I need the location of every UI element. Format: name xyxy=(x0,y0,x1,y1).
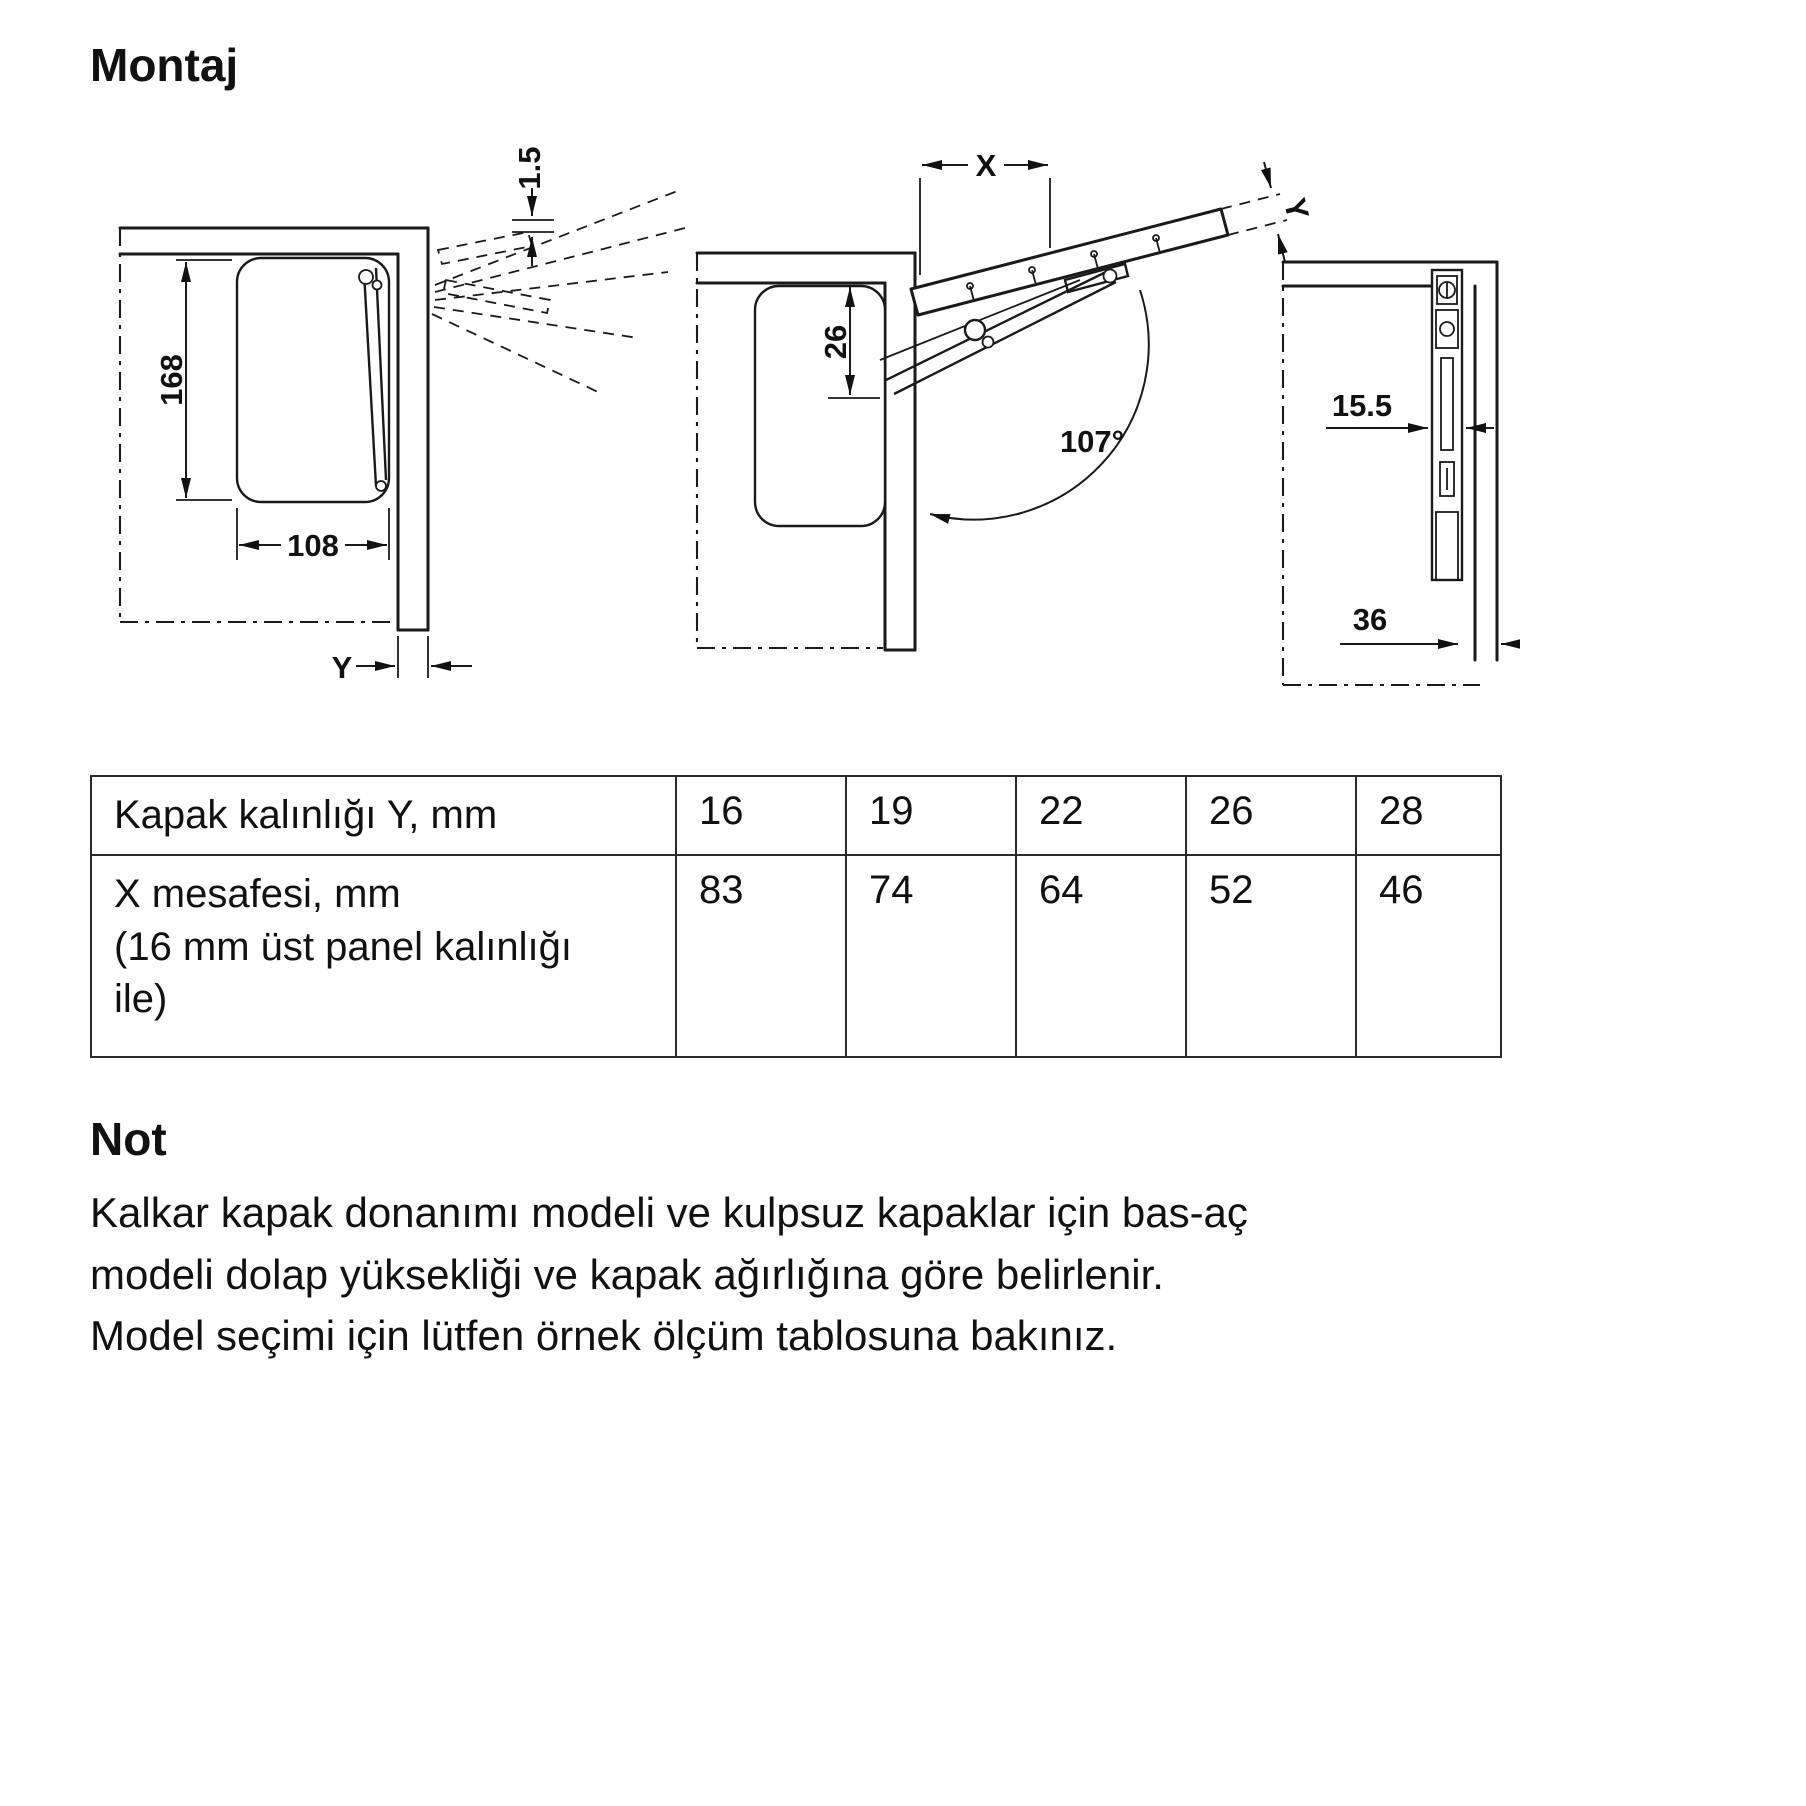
value-cell: 22 xyxy=(1016,776,1186,855)
front-view-diagram xyxy=(1283,262,1518,685)
value-cell: 83 xyxy=(676,855,846,1057)
spec-table xyxy=(90,775,1502,1058)
row-label: Kapak kalınlığı Y, mm xyxy=(114,793,498,837)
table-row xyxy=(91,776,1501,855)
table-row xyxy=(91,855,1501,1057)
value-cell: 19 xyxy=(846,776,1016,855)
open-view-diagram xyxy=(697,148,1316,650)
value-cell: 74 xyxy=(846,855,1016,1057)
dim-height-label: 168 xyxy=(154,354,189,406)
dim-offset-label: 26 xyxy=(818,324,853,360)
dim-reveal-label: Y xyxy=(331,650,353,685)
technical-diagram xyxy=(80,130,1520,730)
dim-thickness-label: Y xyxy=(1276,194,1316,224)
diagram-svg xyxy=(80,130,1520,730)
note-line: Model seçimi için lütfen örnek ölçüm tablosuna bakınız. xyxy=(90,1312,1118,1360)
dim-angle-label: 107° xyxy=(1059,424,1125,459)
dim-plate-width-label: 15.5 xyxy=(1331,388,1393,423)
value-cell: 64 xyxy=(1016,855,1186,1057)
dim-width-label: 108 xyxy=(287,528,339,563)
dim-gap-label: 1.5 xyxy=(512,146,547,190)
value-cell: 46 xyxy=(1356,855,1501,1057)
value-cell: 28 xyxy=(1356,776,1501,855)
row-label-cell xyxy=(91,855,676,1057)
row-label-cell xyxy=(91,776,676,855)
dim-x-label: X xyxy=(975,148,997,183)
value-cell: 52 xyxy=(1186,855,1356,1057)
closed-view-diagram xyxy=(120,146,685,685)
note-heading: Not xyxy=(90,1113,167,1165)
row-label: X mesafesi, mm xyxy=(114,871,401,916)
note-section xyxy=(90,1112,1650,1367)
note-line: Kalkar kapak donanımı modeli ve kulpsuz kapaklar için bas-aç xyxy=(90,1189,1248,1236)
dim-edge-dist-label: 36 xyxy=(1352,602,1388,637)
note-line: modeli dolap yüksekliği ve kapak ağırlığına göre belirlenir. xyxy=(90,1250,1164,1298)
page-title: Montaj xyxy=(90,39,239,91)
value-cell: 26 xyxy=(1186,776,1356,855)
value-cell: 16 xyxy=(676,776,846,855)
row-label: ile) xyxy=(114,977,168,1022)
row-label: (16 mm üst panel kalınlığı xyxy=(114,924,572,969)
